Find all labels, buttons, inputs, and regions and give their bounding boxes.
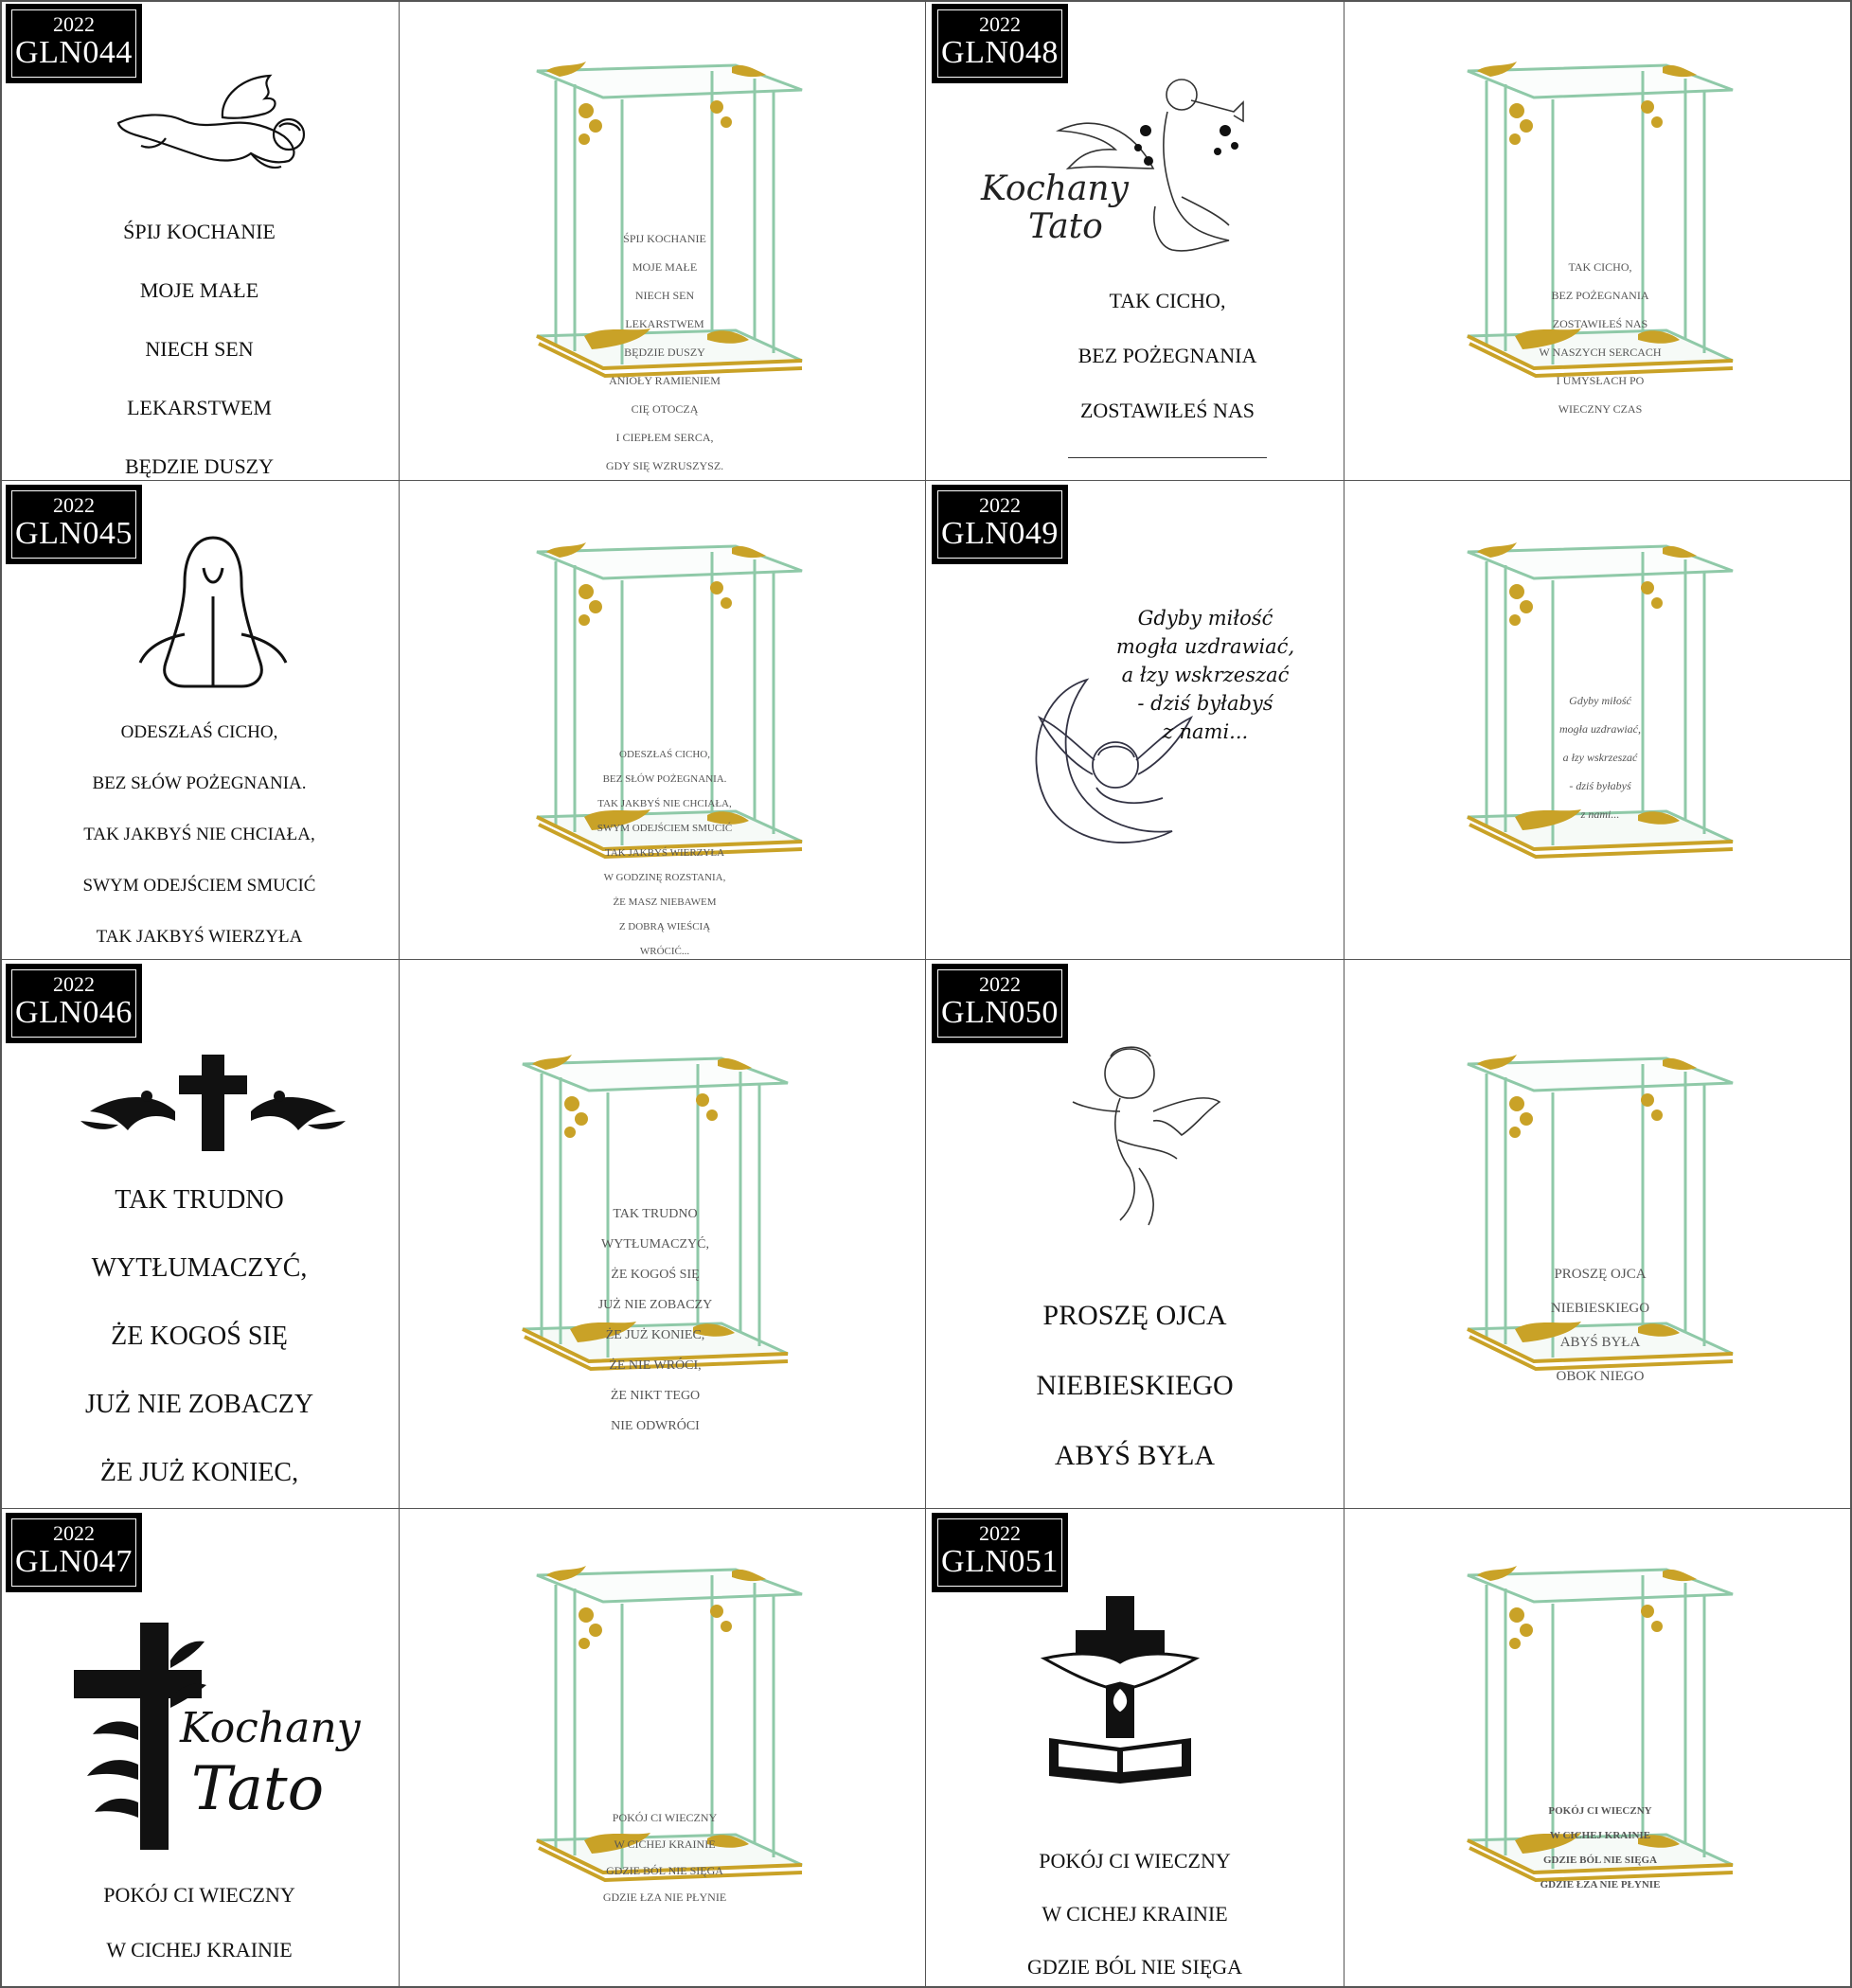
product-code-badge — [932, 964, 1068, 1043]
inscription-line: a łzy wskrzeszać — [1121, 664, 1290, 686]
script-heading — [981, 170, 1170, 246]
inscription-line: TAK CICHO, — [1109, 289, 1226, 312]
badge-year: 2022 — [53, 1521, 95, 1545]
etched-preview-text — [570, 737, 759, 960]
product-photo-cell-gln049 — [1344, 481, 1852, 960]
etched-line: ZOSTAWIŁEŚ NAS — [1552, 317, 1648, 330]
inscription-line: ODESZŁAŚ CICHO, — [120, 722, 278, 742]
inscription-line: POKÓJ CI WIECZNY — [1039, 1849, 1231, 1873]
etched-line: W NASZYCH SERCACH — [1539, 346, 1662, 359]
etched-line: POKÓJ CI WIECZNY — [612, 1811, 718, 1824]
product-photo-cell-gln045 — [400, 481, 926, 960]
product-code-badge — [932, 4, 1068, 83]
inscription-line: ZOSTAWIŁEŚ NAS — [1079, 399, 1255, 422]
badge-code: GLN051 — [941, 1544, 1059, 1579]
script-line: Tato — [191, 1754, 325, 1824]
inscription-line: BEZ SŁÓW POŻEGNANIA. — [92, 773, 307, 793]
etched-line: BEZ SŁÓW POŻEGNANIA. — [602, 773, 727, 785]
inscription-line: ŻE KOGOŚ SIĘ — [111, 1322, 288, 1351]
etched-line: I CIEPŁEM SERCA, — [615, 431, 714, 444]
etched-line: TAK JAKBYŚ NIE CHCIAŁA, — [597, 798, 732, 809]
product-photo-cell-gln050 — [1344, 960, 1852, 1509]
etched-preview-text — [1505, 246, 1695, 431]
etched-line: GDZIE BÓL NIE SIĘGA — [606, 1864, 723, 1877]
cherub-angel-icon — [1063, 1036, 1224, 1230]
badge-code: GLN044 — [15, 35, 133, 70]
etched-line: ABYŚ BYŁA — [1559, 1335, 1641, 1350]
inscription-line: BĘDZIE DUSZY — [124, 454, 275, 478]
etched-line: LEKARSTWEM — [625, 317, 704, 330]
product-photo-cell-gln048 — [1344, 0, 1852, 481]
memorial-inscription — [0, 1149, 399, 1509]
inscription-line: SWYM ODEJŚCIEM SMUCIĆ — [82, 876, 316, 896]
etched-line: ŻE KOGOŚ SIĘ — [611, 1268, 700, 1282]
etched-line: ŚPIJ KOCHANIE — [623, 232, 706, 245]
product-photo-cell-gln047 — [400, 1509, 926, 1988]
inscription-line: Gdyby miłość — [1137, 607, 1273, 630]
etched-line: NIE ODWRÓCI — [611, 1419, 700, 1433]
etched-line: OBOK NIEGO — [1556, 1369, 1645, 1384]
memorial-inscription — [0, 187, 399, 481]
product-photo-cell-gln046 — [400, 960, 926, 1509]
etched-line: W CICHEJ KRAINIE — [1549, 1830, 1651, 1841]
script-line: Kochany — [981, 169, 1129, 208]
memorial-inscription — [0, 694, 399, 960]
etched-line: NIEBIESKIEGO — [1550, 1301, 1650, 1316]
design-cell-gln051 — [926, 1509, 1344, 1988]
inscription-line: NIECH SEN — [145, 337, 254, 361]
etched-preview-text — [570, 218, 759, 481]
badge-code: GLN046 — [15, 995, 133, 1030]
etched-line: ŻE JUŻ KONIEC, — [605, 1328, 705, 1342]
etched-line: I UMYSŁACH PO — [1556, 374, 1645, 387]
etched-preview-text — [1510, 1249, 1690, 1402]
inscription-line: WYTŁUMACZYĆ, — [91, 1253, 308, 1283]
memorial-inscription — [1092, 604, 1319, 746]
etched-line: TAK TRUDNO — [613, 1207, 698, 1221]
etched-line: SWYM ODEJŚCIEM SMUCIĆ — [597, 823, 733, 834]
inscription-line: NIEBIESKIEGO — [1036, 1370, 1234, 1401]
inscription-line: PROSZĘ OJCA — [1042, 1300, 1227, 1331]
etched-line: WYTŁUMACZYĆ, — [601, 1237, 709, 1251]
etched-line: ŻE MASZ NIEBAWEM — [613, 896, 717, 908]
etched-line: ODESZŁAŚ CICHO, — [619, 749, 710, 760]
inscription-line: POKÓJ CI WIECZNY — [103, 1883, 295, 1907]
design-cell-gln048 — [926, 0, 1344, 481]
etched-line: Z DOBRĄ WIEŚCIĄ — [618, 921, 711, 932]
design-cell-gln050 — [926, 960, 1344, 1509]
inscription-line: W CICHEJ KRAINIE — [1042, 1902, 1228, 1926]
etched-line: W GODZINĘ ROZSTANIA, — [603, 872, 726, 883]
inscription-line: TAK JAKBYŚ NIE CHCIAŁA, — [83, 825, 315, 844]
design-cell-gln046 — [0, 960, 400, 1509]
etched-line: a łzy wskrzeszać — [1562, 751, 1638, 764]
etched-line: PROSZĘ OJCA — [1554, 1267, 1647, 1282]
memorial-inscription — [926, 1821, 1344, 1988]
etched-line: CIĘ OTOCZĄ — [631, 402, 699, 416]
product-code-badge — [6, 1513, 142, 1592]
etched-line: GDZIE ŁZA NIE PŁYNIE — [1540, 1879, 1661, 1890]
inscription-line: LEKARSTWEM — [127, 396, 272, 419]
inscription-line: z nami... — [1162, 720, 1249, 743]
inscription-line: ŻE JUŻ KONIEC, — [99, 1458, 299, 1487]
badge-code: GLN045 — [15, 516, 133, 551]
etched-line: ŻE NIKT TEGO — [610, 1389, 701, 1403]
design-cell-gln044 — [0, 0, 400, 481]
etched-line: BEZ POŻEGNANIA — [1551, 289, 1649, 302]
etched-line: z nami... — [1580, 808, 1620, 821]
inscription-line: TAK TRUDNO — [115, 1185, 284, 1215]
badge-year: 2022 — [53, 493, 95, 517]
etched-line: POKÓJ CI WIECZNY — [1548, 1805, 1652, 1817]
etched-line: - dziś byłabyś — [1569, 779, 1631, 792]
product-code-badge — [932, 485, 1068, 564]
inscription-line: TAK JAKBYŚ WIERZYŁA — [96, 927, 303, 947]
etched-preview-text — [575, 1798, 755, 1917]
etched-line: NIECH SEN — [634, 289, 695, 302]
inscription-line: BEZ POŻEGNANIA — [1077, 344, 1257, 367]
etched-line: BĘDZIE DUSZY — [624, 346, 705, 359]
etched-preview-text — [1510, 1793, 1690, 1904]
etched-line: TAK CICHO, — [1568, 260, 1632, 274]
inscription-line: W CICHEJ KRAINIE — [106, 1938, 293, 1961]
etched-line: MOJE MAŁE — [632, 260, 698, 274]
badge-code: GLN047 — [15, 1544, 133, 1579]
etched-line: W CICHEJ KRAINIE — [614, 1837, 716, 1851]
badge-code: GLN050 — [941, 995, 1059, 1030]
cross-ornament-icon — [80, 1055, 346, 1154]
etched-line: WRÓCIĆ... — [639, 946, 690, 957]
product-photo-cell-gln044 — [400, 0, 926, 481]
flying-cherub-icon — [109, 68, 322, 177]
product-code-badge — [6, 964, 142, 1043]
divider — [1068, 457, 1267, 458]
etched-line: GDY SIĘ WZRUSZYSZ. — [605, 459, 724, 472]
badge-year: 2022 — [53, 12, 95, 36]
badge-code: GLN049 — [941, 516, 1059, 551]
badge-year: 2022 — [979, 12, 1021, 36]
inscription-line: ABYŚ BYŁA — [1054, 1440, 1216, 1471]
badge-year: 2022 — [53, 972, 95, 996]
design-cell-gln045 — [0, 481, 400, 960]
etched-line: ŻE NIE WRÓCI, — [609, 1358, 702, 1373]
cross-dove-book-icon — [1040, 1596, 1201, 1785]
etched-line: JUŻ NIE ZOBACZY — [597, 1298, 713, 1312]
inscription-line: JUŻ NIE ZOBACZY — [84, 1390, 314, 1419]
etched-line: WIECZNY CZAS — [1558, 402, 1643, 416]
badge-year: 2022 — [979, 493, 1021, 517]
inscription-line: ŚPIJ KOCHANIE — [123, 220, 276, 243]
inscription-line: GDZIE BÓL NIE SIĘGA — [1026, 1955, 1243, 1979]
product-code-badge — [932, 1513, 1068, 1592]
badge-year: 2022 — [979, 1521, 1021, 1545]
memorial-inscription — [1049, 259, 1286, 481]
virgin-mary-icon — [133, 530, 294, 691]
etched-line: Gdyby miłość — [1569, 694, 1631, 707]
design-cell-gln049 — [926, 481, 1344, 960]
product-photo-cell-gln051 — [1344, 1509, 1852, 1988]
design-cell-gln047 — [0, 1509, 400, 1988]
etched-line: TAK JAKBYŚ WIERZYŁA — [604, 847, 725, 859]
script-line: Tato — [1028, 207, 1103, 246]
memorial-inscription — [926, 1263, 1344, 1509]
etched-line: mogła uzdrawiać, — [1558, 722, 1641, 736]
script-line: Kochany — [180, 1704, 361, 1752]
badge-year: 2022 — [979, 972, 1021, 996]
script-heading — [180, 1698, 369, 1824]
inscription-line: - dziś byłabyś — [1137, 692, 1273, 715]
inscription-line: MOJE MAŁE — [139, 278, 259, 302]
product-code-badge — [6, 485, 142, 564]
etched-preview-text — [1529, 680, 1671, 836]
etched-line: GDZIE BÓL NIE SIĘGA — [1542, 1855, 1658, 1866]
etched-line: GDZIE ŁZA NIE PŁYNIE — [602, 1890, 727, 1904]
etched-line: ANIOŁY RAMIENIEM — [609, 374, 721, 387]
etched-preview-text — [556, 1192, 755, 1449]
badge-code: GLN048 — [941, 35, 1059, 70]
inscription-line: mogła uzdrawiać, — [1115, 635, 1295, 658]
memorial-inscription — [0, 1854, 399, 1988]
